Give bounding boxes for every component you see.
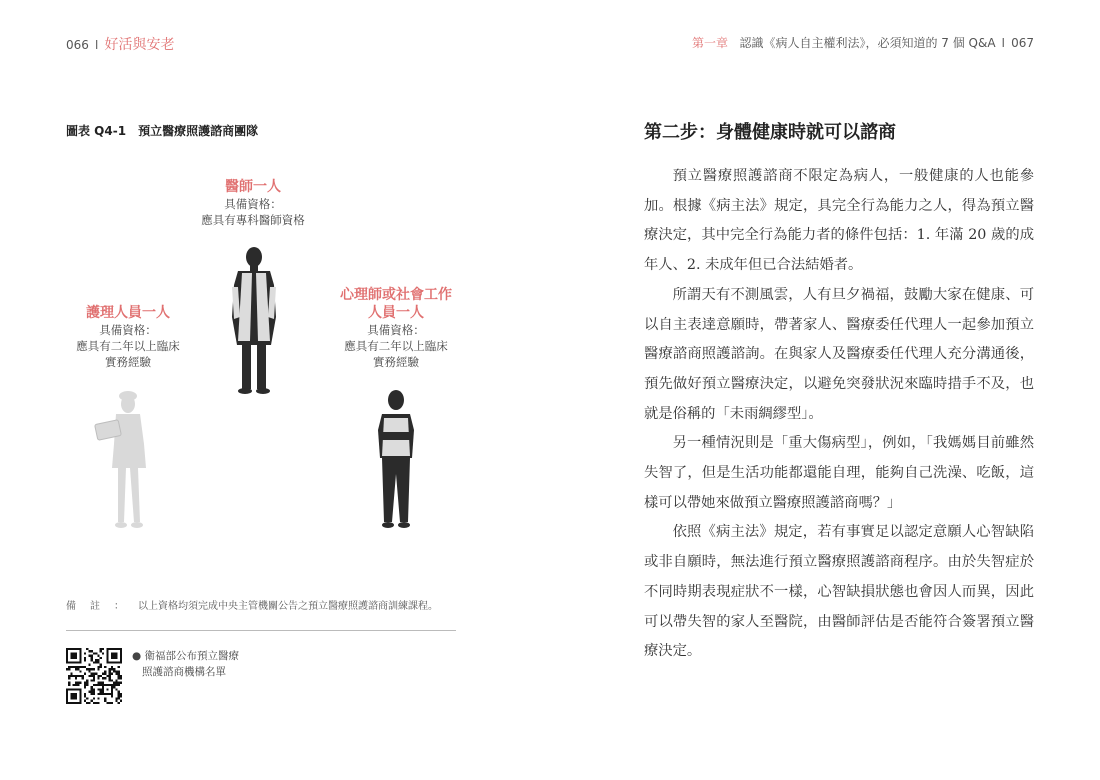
- nurse-req-line: 應具有二年以上臨床: [76, 339, 180, 353]
- doctor-role-name: 醫師一人: [225, 179, 281, 195]
- qr-bullet: ●: [132, 650, 142, 662]
- doctor-role: [190, 178, 316, 228]
- counselor-role-name: 人員一人: [368, 305, 424, 321]
- paragraph: 所謂天有不測風雲，人有旦夕禍福，鼓勵大家在健康、可以自主表達意願時，帶著家人、醫療委任代理人一起參加預立醫療諮商照護諮詢。在與家人及醫療委任代理人充分溝通後，預先做好預立醫療決定，以避免突發狀況來臨時措手不及，也就是俗稱的「未雨綢繆型」。: [644, 286, 1034, 422]
- book-title: 好活與安老: [104, 37, 175, 53]
- counselor-role: [334, 286, 458, 370]
- counselor-req-line: 應具有二年以上臨床: [344, 339, 448, 353]
- right-head-separator: I: [1001, 36, 1006, 50]
- nurse-req-label: 具備資格：: [99, 323, 157, 337]
- nurse-role: [62, 304, 194, 370]
- section-title: 第二步：身體健康時就可以諮商: [644, 122, 896, 143]
- nurse-role-name: 護理人員一人: [86, 305, 170, 321]
- qr-caption-line: 衛福部公布預立醫療: [144, 650, 240, 662]
- paragraph: 另一種情況則是「重大傷病型」，例如，「我媽媽目前雖然失智了，但是生活功能都還能自理，能夠自己洗澡、吃飯，這樣可以帶她來做預立醫療照護諮商嗎？」: [644, 435, 1034, 511]
- figure-caption: [66, 122, 258, 139]
- doctor-req-label: 具備資格：: [224, 197, 282, 211]
- paragraph: 預立醫療照護諮商不限定為病人，一般健康的人也能參加。根據《病主法》規定，具完全行為能力之人，得為預立醫療決定，其中完全行為能力者的條件包括：1. 年滿 20 歲的成年人、2. 未成年但已合法結婚者。: [644, 168, 1034, 274]
- chapter-title: 認識《病人自主權利法》，必須知道的 7 個 Q&A: [739, 36, 996, 50]
- counselor-req-label: 具備資格：: [367, 323, 425, 337]
- right-page: [550, 0, 1100, 780]
- paragraph: 依照《病主法》規定，若有事實足以認定意願人心智缺陷或非自願時，無法進行預立醫療照護諮商程序。由於失智症於不同時期表現症狀不一樣，心智缺損狀態也會因人而異，因此可以帶失智的家人至醫院，由醫師評估是否能符合簽署預立醫療決定。: [644, 524, 1034, 660]
- counselor-req-line: 實務經驗: [373, 355, 419, 369]
- figure-note: [66, 597, 438, 612]
- qr-code-icon: [66, 648, 122, 704]
- right-running-head: [692, 34, 1034, 51]
- figure-label: 圖表 Q4-1: [66, 124, 127, 138]
- nurse-silhouette-icon: [92, 388, 156, 530]
- counselor-role-name: 心理師或社會工作: [340, 287, 452, 303]
- chapter-label: 第一章: [691, 36, 728, 50]
- qr-caption-line: 照護諮商機構名單: [142, 666, 226, 678]
- note-text: 以上資格均須完成中央主管機關公告之預立醫療照護諮商訓練課程。: [138, 601, 438, 612]
- body-text: [644, 162, 1034, 667]
- nurse-req-line: 實務經驗: [105, 355, 151, 369]
- qr-caption: [132, 648, 239, 680]
- doctor-req-line: 應具有專科醫師資格: [201, 213, 305, 227]
- note-label: 備註：: [66, 601, 138, 612]
- left-head-separator: I: [94, 38, 99, 52]
- counselor-silhouette-icon: [370, 388, 422, 530]
- doctor-silhouette-icon: [228, 245, 280, 395]
- divider: [66, 630, 456, 631]
- left-running-head: [66, 34, 174, 54]
- left-page-number: 066: [66, 38, 89, 52]
- figure-title: 預立醫療照護諮商團隊: [138, 124, 259, 138]
- right-page-number: 067: [1011, 36, 1034, 50]
